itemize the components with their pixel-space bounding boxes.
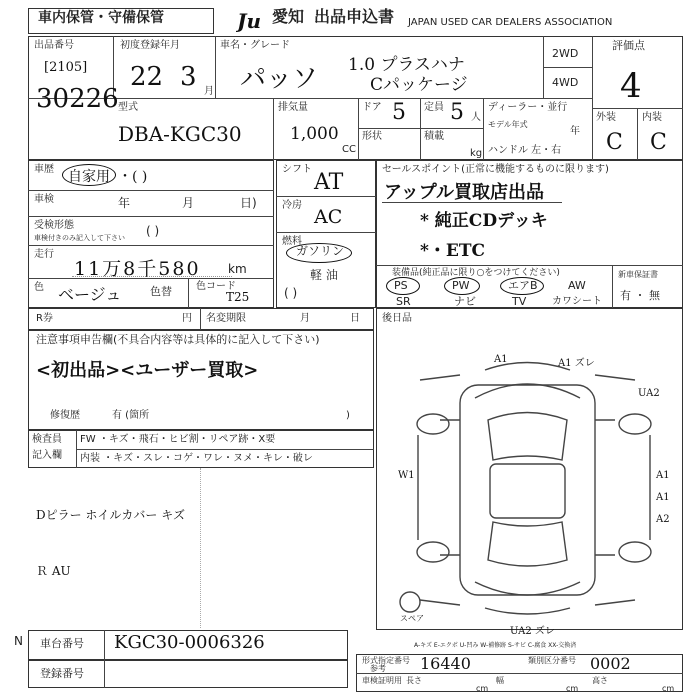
displacement-value: 1,000	[290, 124, 339, 144]
capacity-value: 5	[450, 100, 464, 125]
selling-points-label: セールスポイント(正常に機能するものに限ります)	[382, 164, 609, 175]
fuel-paren: ( )	[284, 286, 298, 300]
spare-label: スペア	[400, 614, 424, 623]
shape-label: 形状	[362, 131, 382, 142]
ju-logo-icon	[236, 10, 272, 32]
color-code-label: 色コード	[196, 281, 236, 292]
doors-value: 5	[392, 100, 406, 125]
history-value: 自家用	[68, 169, 110, 185]
damage-mark-right-side-1: A1	[656, 470, 670, 481]
fuel-label: 燃料	[282, 236, 302, 247]
form-no-label: 形式指定番号	[362, 656, 410, 665]
history-label: 車歴	[34, 164, 54, 175]
mileage-value: 11万8千580	[74, 258, 201, 280]
equipment-label: 装備品(純正品に限り○をつけてください)	[392, 268, 560, 278]
height-unit: cm	[662, 684, 675, 693]
registration-label: 初度登録年月	[120, 40, 180, 51]
model-grade-line1: 1.0 プラスハナ	[348, 55, 465, 75]
damage-mark-front-2: A1 ズレ	[558, 358, 595, 369]
inspection-month-unit: 月	[182, 196, 195, 210]
type-value: DBA-KGC30	[118, 122, 242, 146]
selling-point-1: アップル買取店出品	[384, 182, 545, 203]
equip-pw-circle	[444, 277, 480, 295]
selling-point-3: *・ETC	[420, 241, 486, 261]
deadline-label: 名変期限	[206, 313, 246, 324]
form-title: 出品申込書	[314, 7, 395, 26]
selling-point-2: * 純正CDデッキ	[420, 211, 548, 231]
lot-bracket-number: [2105]	[44, 60, 88, 75]
inspector-label: 検査員	[32, 434, 62, 445]
certificate-paren: ( )	[146, 224, 160, 238]
model-year-label: モデル年式	[488, 120, 528, 129]
capacity-unit: 人	[471, 112, 481, 123]
color-label: 色	[34, 282, 44, 293]
registration-month: 3	[180, 62, 197, 92]
model-year-unit: 年	[570, 126, 580, 137]
height-label: 高さ	[592, 676, 608, 685]
dealer-label: ディーラー・並行	[488, 102, 568, 113]
car-damage-diagram	[390, 350, 680, 625]
form-no-value: 16440	[420, 654, 471, 673]
equip-airbag-circle	[500, 277, 544, 295]
warranty-options: 有 ・ 無	[620, 289, 660, 302]
repair-close: )	[346, 410, 350, 421]
model-name: パッソ	[240, 64, 319, 94]
shift-label: シフト	[282, 164, 312, 175]
exterior-grade: C	[606, 130, 623, 155]
drive-4wd: 4WD	[552, 76, 579, 89]
displacement-label: 排気量	[278, 102, 308, 113]
warranty-label: 新車保証書	[618, 270, 658, 279]
color-value: ベージュ	[58, 285, 122, 304]
damage-mark-right-side-3: A2	[656, 514, 670, 525]
registration-month-unit: 月	[204, 86, 214, 97]
equip-airbag: エアB	[508, 279, 538, 292]
rating-score: 4	[620, 66, 642, 106]
storage-label: 車内保管・守備保管	[38, 10, 164, 26]
inspection-label: 車検	[34, 194, 54, 205]
ju-logo-letters: Ju	[237, 10, 262, 32]
rating-label: 評価点	[612, 39, 645, 52]
width-unit: cm	[566, 684, 579, 693]
load-label: 積載	[424, 131, 444, 142]
width-label: 幅	[496, 676, 504, 685]
capacity-label: 定員	[424, 102, 444, 113]
logo-region: 愛知	[272, 7, 305, 26]
deadline-month: 月	[300, 313, 310, 324]
interior-grade: C	[650, 130, 667, 155]
ac-value: AC	[314, 206, 343, 228]
inspection-day-unit: 日)	[240, 196, 257, 210]
damage-mark-front-1: A1	[494, 354, 508, 365]
chassis-value: KGC30-0006326	[114, 632, 265, 653]
repair-label: 修復歴	[50, 410, 80, 421]
model-grade-line2: Cパッケージ	[370, 75, 468, 95]
equip-power-seat: カワシート	[552, 296, 602, 307]
history-other: ・( )	[118, 169, 148, 185]
model-label: 車名・グレード	[220, 40, 290, 51]
exterior-label: 外装	[596, 112, 616, 123]
interior-label: 内装	[642, 112, 662, 123]
mileage-unit: km	[228, 262, 247, 276]
deadline-day: 日	[350, 313, 360, 324]
type-label: 型式	[118, 102, 138, 113]
doors-label: ドア	[362, 102, 382, 113]
inspector-note-2: Ｒ AU	[36, 564, 71, 578]
form-no-ref: 参考	[370, 664, 386, 673]
displacement-unit: CC	[342, 144, 356, 155]
recycle-row	[28, 308, 374, 330]
assoc-name: JAPAN USED CAR DEALERS ASSOCIATION	[408, 17, 613, 28]
ac-label: 冷房	[282, 200, 302, 211]
length-unit: cm	[476, 684, 489, 693]
equip-ps-circle	[386, 277, 420, 295]
damage-legend: A-キズ E-エクボ U-凹み W-補修跡 S-サビ C-腐食 XX-交換済	[414, 642, 577, 649]
n-mark: N	[14, 634, 23, 648]
lot-number: 30226	[36, 84, 119, 114]
recycle-unit: 円	[182, 313, 192, 324]
length-label: 長さ	[406, 676, 422, 685]
recycle-label: R券	[36, 313, 53, 324]
damage-mark-right-side-2: A1	[656, 492, 670, 503]
repair-value: 有 (箇所	[112, 410, 150, 421]
damage-mark-left-side: W1	[398, 470, 415, 481]
notes-value: <初出品><ユーザー買取>	[36, 360, 259, 381]
inspector-note-1: Dピラー ホイルカバー キズ	[36, 508, 186, 522]
registration-year: 22	[130, 62, 164, 92]
after-label: 後日品	[382, 313, 412, 324]
class-no-value: 0002	[590, 654, 631, 673]
color-change-label: 色替	[150, 285, 172, 298]
color-code-value: T25	[226, 290, 250, 304]
fuel-diesel: 軽 油	[310, 268, 338, 282]
damage-mark-rear: UA2 ズレ	[510, 626, 555, 637]
equip-navi: ナビ	[454, 295, 476, 308]
shift-value: AT	[314, 170, 344, 195]
equip-sr: SR	[396, 295, 411, 308]
equip-pw: PW	[452, 279, 470, 292]
equip-aw: AW	[568, 279, 586, 292]
equip-ps: PS	[394, 279, 408, 292]
inspection-year-unit: 年	[118, 196, 131, 210]
notes-label: 注意事項申告欄(不具合内容等は具体的に記入して下さい)	[36, 333, 320, 346]
drive-2wd: 2WD	[552, 47, 579, 60]
chassis-label: 車台番号	[40, 637, 84, 650]
inspector-row-interior: 内装 ・キズ・スレ・コゲ・ワレ・ヌメ・キレ・破レ	[80, 453, 313, 464]
class-no-label: 類別区分番号	[528, 656, 576, 665]
load-unit: kg	[470, 148, 483, 159]
lot-label: 出品番号	[34, 40, 74, 51]
inspector-entry-label: 記入欄	[32, 450, 62, 461]
car-outline-icon	[390, 350, 680, 625]
mileage-label: 走行	[34, 249, 54, 260]
equip-tv: TV	[512, 295, 527, 308]
fuel-gas: ガソリン	[296, 244, 345, 258]
plate-label: 登録番号	[40, 667, 84, 680]
certificate-label: 受検形態	[34, 220, 74, 231]
damage-mark-right-front: UA2	[638, 388, 660, 399]
handle-label: ハンドル 左・右	[488, 145, 562, 156]
certificate-sublabel: 車検付きのみ記入して下さい	[34, 234, 125, 242]
inspector-row-exterior: FW ・キズ・飛石・ヒビ割・リペア跡・X要	[80, 434, 276, 445]
cert-label: 車検証明用	[362, 676, 402, 685]
